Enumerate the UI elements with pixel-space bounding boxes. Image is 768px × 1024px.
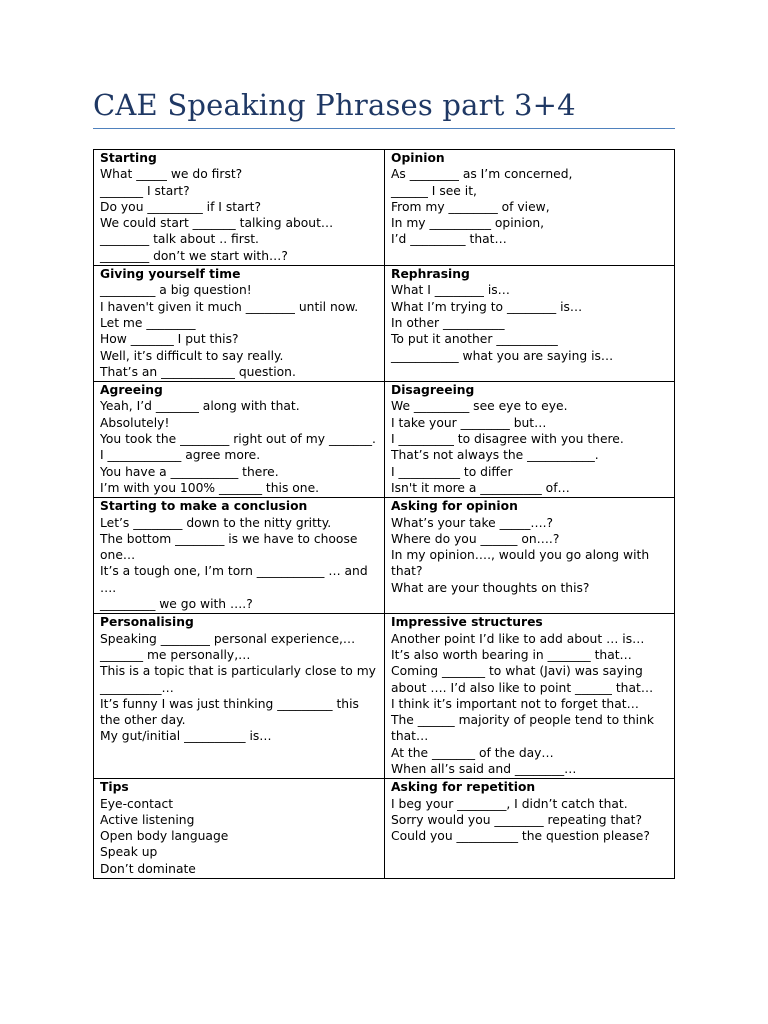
title-underline	[93, 128, 675, 129]
phrase-line: The ______ majority of people tend to think that…	[391, 713, 654, 744]
phrase-line: Eye-contact	[100, 796, 174, 811]
phrase-line: What I ________ is…	[391, 283, 510, 298]
phrase-line: What _____ we do first?	[100, 167, 243, 182]
phrase-line: I haven't given it much ________ until now.	[100, 299, 359, 314]
phrase-line: What are your thoughts on this?	[391, 580, 590, 595]
phrase-cell-left	[94, 266, 385, 382]
section-heading: Disagreeing	[391, 383, 475, 398]
phrase-line: What I’m trying to ________ is…	[391, 299, 583, 314]
table-row	[94, 266, 675, 382]
table-row	[94, 498, 675, 614]
section-heading: Personalising	[100, 615, 194, 630]
phrase-line: You took the ________ right out of my _______.	[100, 432, 376, 447]
phrase-line: The bottom ________ is we have to choose one…	[100, 531, 358, 563]
phrase-line: As ________ as I’m concerned,	[391, 167, 573, 182]
phrase-line: To put it another __________	[391, 332, 558, 347]
phrase-line: I’d _________ that…	[391, 232, 507, 247]
phrase-line: _______ me personally,…	[100, 647, 251, 662]
phrase-cell-right	[385, 266, 675, 382]
phrase-cell-right	[385, 614, 675, 779]
phrase-line: I take your ________ but…	[391, 415, 547, 430]
phrase-line: I beg your ________, I didn’t catch that.	[391, 796, 628, 811]
phrase-line: We _________ see eye to eye.	[391, 399, 568, 414]
section-heading: Giving yourself time	[100, 267, 241, 282]
phrase-line: ___________ what you are saying is…	[391, 348, 614, 363]
phrase-line: In my __________ opinion,	[391, 216, 545, 231]
phrase-line: Another point I’d like to add about … is…	[391, 631, 645, 646]
table-row	[94, 614, 675, 779]
phrase-line: Could you __________ the question please?	[391, 829, 650, 844]
phrase-line: Do you _________ if I start?	[100, 199, 262, 214]
section-heading: Starting	[100, 151, 157, 165]
phrase-line: We could start _______ talking about…	[100, 216, 334, 231]
table-row	[94, 150, 675, 266]
phrase-line: _________ we go with ….?	[100, 597, 253, 612]
phrase-line: When all’s said and ________…	[391, 761, 577, 776]
phrase-line: I’m with you 100% _______ this one.	[100, 480, 320, 495]
phrase-line: Absolutely!	[100, 415, 170, 430]
page-title: CAE Speaking Phrases part 3+4	[93, 88, 576, 122]
phrase-line: ________ talk about .. first.	[100, 232, 259, 247]
phrase-line: ________ don’t we start with…?	[100, 248, 288, 263]
phrase-line: Speaking ________ personal experience,…	[100, 631, 356, 646]
table-row	[94, 779, 675, 879]
phrase-line: ______ I see it,	[391, 183, 477, 198]
section-heading: Asking for opinion	[391, 499, 518, 514]
phrase-line: My gut/initial __________ is…	[100, 729, 272, 744]
phrase-line: It’s a tough one, I’m torn ___________ … and ….	[100, 564, 368, 595]
phrase-line: Speak up	[100, 845, 158, 860]
phrase-line: I ____________ agree more.	[100, 448, 261, 463]
section-heading: Asking for repetition	[391, 780, 536, 795]
section-heading: Tips	[100, 780, 129, 795]
phrase-line: Active listening	[100, 812, 195, 827]
phrase-line: Sorry would you ________ repeating that?	[391, 812, 643, 827]
phrase-line: It’s also worth bearing in _______ that…	[391, 647, 632, 662]
phrase-line: At the _______ of the day…	[391, 745, 554, 760]
phrase-line: From my ________ of view,	[391, 199, 550, 214]
phrase-line: In other __________	[391, 315, 505, 330]
phrase-line: _________ a big question!	[100, 283, 252, 298]
phrase-line: How _______ I put this?	[100, 332, 239, 347]
phrase-line: I _________ to disagree with you there.	[391, 432, 624, 447]
section-heading: Starting to make a conclusion	[100, 499, 308, 514]
phrase-line: Where do you ______ on….?	[391, 531, 560, 546]
phrase-line: What’s your take _____….?	[391, 515, 554, 530]
phrase-line: This is a topic that is particularly close to my __________…	[100, 664, 376, 695]
phrase-line: Well, it’s difficult to say really.	[100, 348, 284, 363]
phrase-line: I __________ to differ	[391, 464, 513, 479]
phrase-cell-left	[94, 382, 385, 498]
phrase-line: In my opinion…., would you go along with that?	[391, 548, 650, 579]
phrase-cell-right	[385, 498, 675, 614]
phrase-line: Let me ________	[100, 315, 196, 330]
phrase-line: You have a ___________ there.	[100, 464, 279, 479]
phrase-line: _______ I start?	[100, 183, 190, 198]
phrase-line: Open body language	[100, 829, 229, 844]
phrase-cell-right	[385, 779, 675, 879]
phrase-line: I think it’s important not to forget that…	[391, 696, 639, 711]
phrase-line: Let’s ________ down to the nitty gritty.	[100, 515, 332, 530]
table-row	[94, 382, 675, 498]
phrase-line: Don’t dominate	[100, 861, 196, 876]
phrase-line: It’s funny I was just thinking _________ this the other day.	[100, 696, 359, 728]
phrase-line: That’s not always the ___________.	[391, 448, 599, 463]
phrase-cell-left	[94, 779, 385, 879]
section-heading: Opinion	[391, 151, 445, 165]
phrase-cell-left	[94, 498, 385, 614]
section-heading: Rephrasing	[391, 267, 470, 282]
phrase-line: Coming _______ to what (Javi) was saying about …. I’d also like to point ______ that…	[391, 664, 654, 695]
phrase-cell-left	[94, 150, 385, 266]
phrase-cell-right	[385, 382, 675, 498]
phrase-line: Yeah, I’d _______ along with that.	[100, 399, 300, 414]
phrase-cell-right	[385, 150, 675, 266]
phrase-cell-left	[94, 614, 385, 779]
phrases-table-body	[94, 150, 675, 879]
phrase-line: Isn't it more a __________ of…	[391, 480, 570, 495]
phrases-table	[93, 149, 675, 879]
section-heading: Impressive structures	[391, 615, 543, 630]
phrase-line: That’s an ____________ question.	[100, 364, 296, 379]
section-heading: Agreeing	[100, 383, 163, 398]
